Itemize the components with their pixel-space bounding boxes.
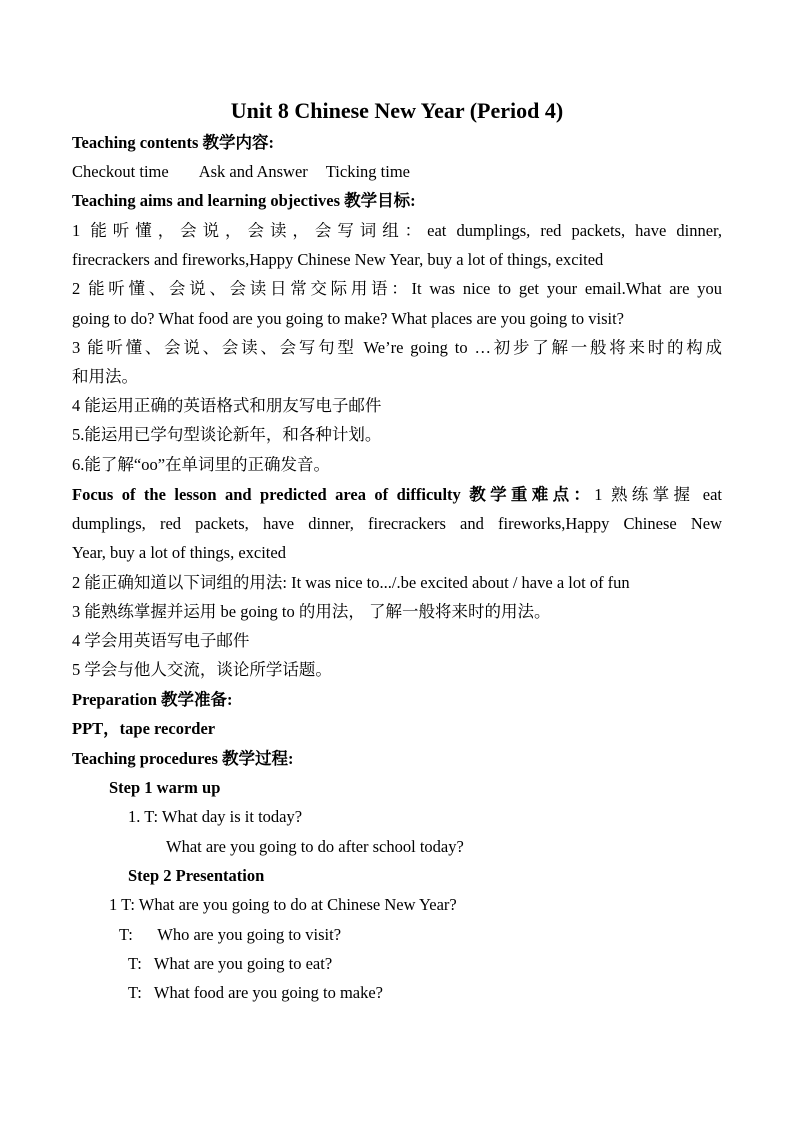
focus-line: dumplings, red packets, have dinner, firecrackers and fireworks,Happy Chinese New: [72, 514, 722, 533]
aims-line: going to do? What food are you going to make? What places are you going to visit?: [72, 309, 625, 328]
step1-line: 1. T: What day is it today?: [128, 807, 303, 826]
step2-line: T: What food are you going to make?: [128, 983, 384, 1002]
aims-line: 3 能听懂、会说、会读、会写句型 We’re going to …初步了解一般将来时的构成: [72, 338, 722, 357]
contents-heading: Teaching contents 教学内容:: [72, 133, 274, 152]
focus-line: Year, buy a lot of things, excited: [72, 543, 286, 562]
contents-items: [72, 161, 410, 183]
aims-line: 6.能了解“oo”在单词里的正确发音。: [72, 455, 331, 474]
focus-line: 5 学会与他人交流，谈论所学话题。: [72, 660, 332, 679]
step2-line: T: Who are you going to visit?: [119, 925, 342, 944]
contents-item: Ask and Answer: [198, 162, 308, 181]
aims-line: 1 能听懂，会说，会读，会写词组：eat dumplings, red packets, have dinner,: [72, 221, 722, 240]
contents-item: Checkout time: [72, 162, 169, 181]
step1-line: What are you going to do after school today?: [166, 837, 464, 856]
aims-heading: Teaching aims and learning objectives 教学目标:: [72, 191, 416, 210]
step2-line: T: What are you going to eat?: [128, 954, 333, 973]
step1-heading: Step 1 warm up: [109, 778, 221, 797]
aims-line: 4 能运用正确的英语格式和朋友写电子邮件: [72, 396, 382, 415]
aims-line: 2 能听懂、会说、会读日常交际用语：It was nice to get your email.What are you: [72, 279, 722, 298]
focus-line: 3 能熟练掌握并运用 be going to 的用法， 了解一般将来时的用法。: [72, 602, 551, 621]
aims-line: 和用法。: [72, 367, 138, 386]
aims-line: 5.能运用已学句型谈论新年，和各种计划。: [72, 425, 382, 444]
procedures-heading: Teaching procedures 教学过程:: [72, 749, 294, 768]
focus-heading: Focus of the lesson and predicted area of difficulty 教学重难点：: [72, 485, 595, 504]
preparation-items: PPT，tape recorder: [72, 719, 216, 738]
focus-line: 4 学会用英语写电子邮件: [72, 631, 250, 650]
step2-line: 1 T: What are you going to do at Chinese New Year?: [109, 895, 457, 914]
contents-item: Ticking time: [325, 162, 410, 181]
page-title: Unit 8 Chinese New Year (Period 4): [230, 98, 564, 123]
aims-line: firecrackers and fireworks,Happy Chinese New Year, buy a lot of things, excited: [72, 250, 604, 269]
focus-first-line: [72, 484, 722, 506]
focus-line: 1 熟练掌握 eat: [594, 485, 722, 504]
focus-line: 2 能正确知道以下词组的用法: It was nice to.../.be excited about / have a lot of fun: [72, 573, 630, 592]
step2-heading: Step 2 Presentation: [128, 866, 265, 885]
preparation-heading: Preparation 教学准备:: [72, 690, 233, 709]
